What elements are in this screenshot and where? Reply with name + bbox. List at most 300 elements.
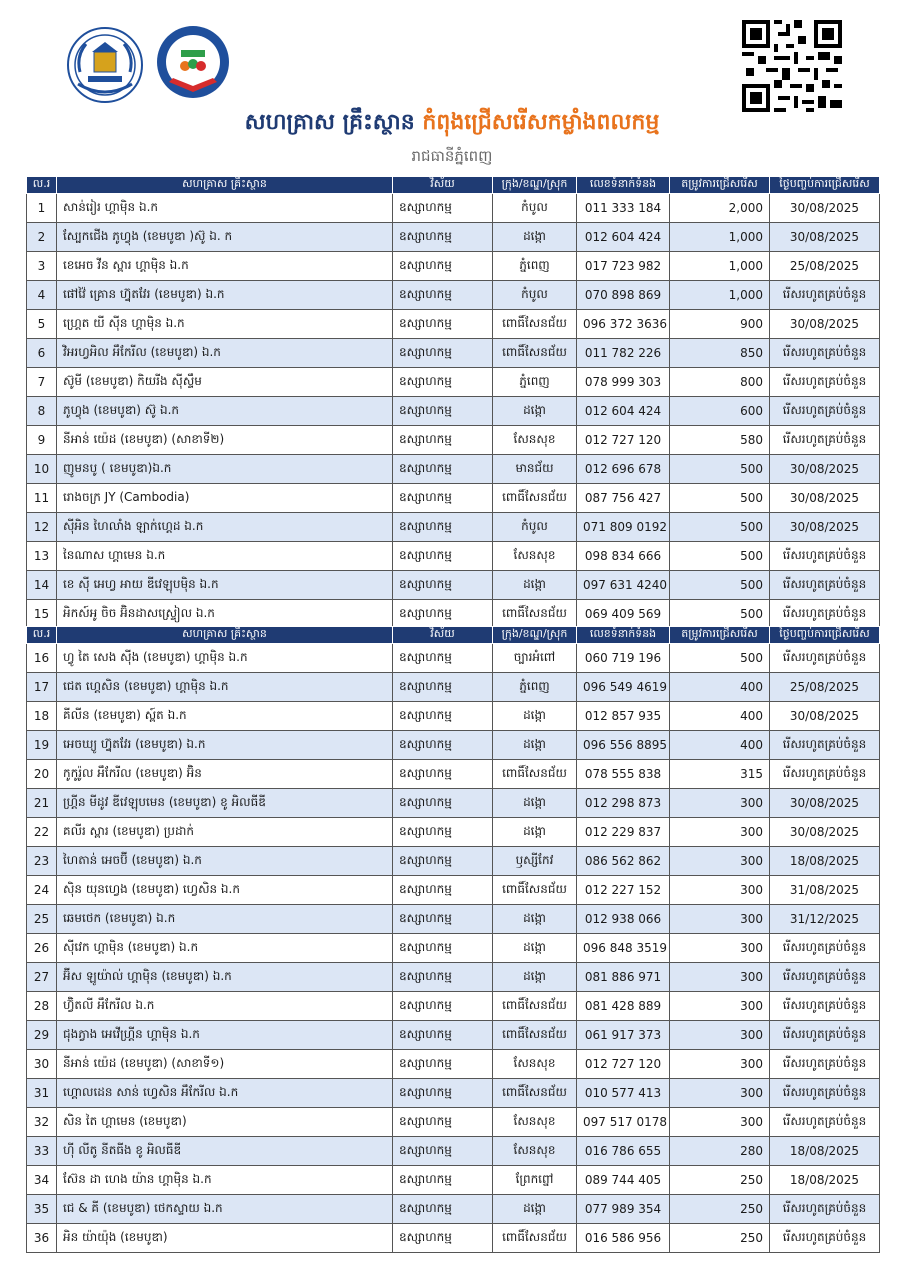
table-row [27,644,880,673]
table-row [27,905,880,934]
cell-city: ភ្នំពេញ [493,368,577,397]
cell-positions: 500 [670,542,770,571]
cell-sector: ឧស្សាហកម្ម [393,600,493,629]
cell-number: 3 [27,252,57,281]
cell-sector: ឧស្សាហកម្ម [393,1079,493,1108]
cell-phone: 061 917 373 [577,1021,670,1050]
cell-sector: ឧស្សាហកម្ម [393,963,493,992]
page-header [0,0,904,176]
cell-phone: 012 727 120 [577,1050,670,1079]
cell-sector: ឧស្សាហកម្ម [393,310,493,339]
cell-positions: 300 [670,1079,770,1108]
cell-deadline: 30/08/2025 [770,194,880,223]
cell-deadline: 18/08/2025 [770,1166,880,1195]
cell-phone: 097 517 0178 [577,1108,670,1137]
table-header-row [27,627,880,644]
cell-positions: 300 [670,818,770,847]
cell-city: ដង្កោ [493,397,577,426]
cell-deadline: 18/08/2025 [770,1137,880,1166]
cell-deadline: រើសរហូតគ្រប់ចំនួន [770,339,880,368]
cell-positions: 500 [670,571,770,600]
cell-number: 34 [27,1166,57,1195]
table-row [27,194,880,223]
cell-deadline: រើសរហូតគ្រប់ចំនួន [770,992,880,1021]
cell-positions: 850 [670,339,770,368]
cell-positions: 300 [670,876,770,905]
cell-company: ស៊ិន យុនហ្វេង (ខេមបូឌា) ហ្វេសិន ឯ.ក [57,876,393,905]
table-row [27,281,880,310]
cell-positions: 1,000 [670,223,770,252]
cell-number: 2 [27,223,57,252]
cell-city: សែនសុខ [493,426,577,455]
cell-company: អេចឃ្យូ ហ្វ៊ុតវែរ (ខេមបូឌា) ឯ.ក [57,731,393,760]
table-row [27,963,880,992]
cell-city: ដង្កោ [493,789,577,818]
col-header-city: ក្រុង/ខណ្ឌ/ស្រុក [493,627,577,644]
cell-sector: ឧស្សាហកម្ម [393,339,493,368]
cell-positions: 580 [670,426,770,455]
cell-company: ផៅវ៉ៃ គ្រោន ហ្វ៊ុតវែរ (ខេមបូឌា) ឯ.ក [57,281,393,310]
cell-phone: 078 555 838 [577,760,670,789]
cell-positions: 800 [670,368,770,397]
cell-sector: ឧស្សាហកម្ម [393,905,493,934]
cell-positions: 300 [670,905,770,934]
cell-city: កំបូល [493,281,577,310]
cell-deadline: 30/08/2025 [770,223,880,252]
cell-deadline: រើសរហូតគ្រប់ចំនួន [770,426,880,455]
cell-company: ខេ ស៊ី អេហ្វ អាយ ឌីវេឡុបម៉ិន ឯ.ក [57,571,393,600]
cell-phone: 078 999 303 [577,368,670,397]
cell-company: ស្បែកជើង ភូហ្វុង (ខេមបូឌា )ស៊ូ ឯ. ក [57,223,393,252]
table-row [27,847,880,876]
cell-sector: ឧស្សាហកម្ម [393,1224,493,1253]
cell-positions: 280 [670,1137,770,1166]
cell-city: ដង្កោ [493,731,577,760]
cell-deadline: រើសរហូតគ្រប់ចំនួន [770,1079,880,1108]
cell-positions: 2,000 [670,194,770,223]
cell-phone: 098 834 666 [577,542,670,571]
cell-deadline: 25/08/2025 [770,673,880,702]
cell-deadline: 30/08/2025 [770,484,880,513]
table-row [27,600,880,629]
table-row [27,339,880,368]
cell-positions: 250 [670,1224,770,1253]
title-employers: សហគ្រាស គ្រឹះស្ថាន [244,110,415,135]
cell-number: 10 [27,455,57,484]
cell-company: ហ៊ី លីតូ នីតធីង ខូ អិលធីឌី [57,1137,393,1166]
cell-phone: 012 857 935 [577,702,670,731]
cell-company: នៃណាស ហ្គាមេន ឯ.ក [57,542,393,571]
cell-number: 36 [27,1224,57,1253]
cell-company: ជុងភ្វាង អេវើហ្គ្រីន ហ្គាម៉ិន ឯ.ក [57,1021,393,1050]
cell-phone: 010 577 413 [577,1079,670,1108]
cell-sector: ឧស្សាហកម្ម [393,818,493,847]
cell-deadline: រើសរហូតគ្រប់ចំនួន [770,963,880,992]
cell-phone: 096 372 3636 [577,310,670,339]
col-header-company: សហគ្រាស គ្រឹះស្ថាន [57,627,393,644]
cell-deadline: រើសរហូតគ្រប់ចំនួន [770,368,880,397]
cell-number: 31 [27,1079,57,1108]
cell-sector: ឧស្សាហកម្ម [393,571,493,600]
cell-phone: 012 227 152 [577,876,670,905]
cell-sector: ឧស្សាហកម្ម [393,644,493,673]
cell-phone: 071 809 0192 [577,513,670,542]
cell-positions: 300 [670,847,770,876]
table-row [27,484,880,513]
cell-sector: ឧស្សាហកម្ម [393,1108,493,1137]
table-row [27,1137,880,1166]
cell-sector: ឧស្សាហកម្ម [393,1137,493,1166]
cell-city: ដង្កោ [493,1195,577,1224]
cell-phone: 096 848 3519 [577,934,670,963]
cell-number: 17 [27,673,57,702]
cell-phone: 011 333 184 [577,194,670,223]
col-header-sector: វិស័យ [393,177,493,194]
cell-city: ពោធិ៍សែនជ័យ [493,310,577,339]
cell-company: នីអាន់ យ៉េដ (ខេមបូឌា) (សាខាទី១) [57,1050,393,1079]
cell-positions: 900 [670,310,770,339]
table-row [27,426,880,455]
table-row [27,731,880,760]
cell-company: ស៊ីអិន ហៃលាំង ឡាក់ហ្គេដ ឯ.ក [57,513,393,542]
cell-phone: 016 786 655 [577,1137,670,1166]
cell-deadline: 18/08/2025 [770,847,880,876]
table-row [27,397,880,426]
cell-number: 25 [27,905,57,934]
cell-deadline: 30/08/2025 [770,455,880,484]
cell-positions: 300 [670,789,770,818]
cell-number: 7 [27,368,57,397]
cell-company: នីអាន់ យ៉េដ (ខេមបូឌា) (សាខាទី២) [57,426,393,455]
cell-deadline: រើសរហូតគ្រប់ចំនួន [770,1108,880,1137]
cell-company: ជេត ហ្គេសិន (ខេមបូឌា) ហ្គាម៉ិន ឯ.ក [57,673,393,702]
table-row [27,310,880,339]
cell-number: 23 [27,847,57,876]
cell-sector: ឧស្សាហកម្ម [393,397,493,426]
table-row [27,1195,880,1224]
cell-city: ពោធិ៍សែនជ័យ [493,339,577,368]
cell-deadline: 30/08/2025 [770,818,880,847]
cell-number: 1 [27,194,57,223]
cell-deadline: 30/08/2025 [770,702,880,731]
cell-phone: 089 744 405 [577,1166,670,1195]
cell-number: 33 [27,1137,57,1166]
cell-sector: ឧស្សាហកម្ម [393,934,493,963]
recruitment-table-2 [26,626,880,1253]
cell-deadline: រើសរហូតគ្រប់ចំនួន [770,934,880,963]
title-recruiting: កំពុងជ្រើសរើសកម្លាំងពលកម្ម [422,110,660,135]
cell-positions: 300 [670,1050,770,1079]
cell-number: 9 [27,426,57,455]
cell-positions: 300 [670,1021,770,1050]
cell-number: 8 [27,397,57,426]
cell-number: 32 [27,1108,57,1137]
table-row [27,368,880,397]
cell-sector: ឧស្សាហកម្ម [393,368,493,397]
table-row [27,673,880,702]
cell-number: 22 [27,818,57,847]
cell-number: 18 [27,702,57,731]
cell-number: 24 [27,876,57,905]
cell-company: ហ្វ៊ិតលី អឹកែរីល ឯ.ក [57,992,393,1021]
cell-company: ហ្គ្រេត យី ស៊ីន ហ្គាម៉ិន ឯ.ក [57,310,393,339]
cell-deadline: រើសរហូតគ្រប់ចំនួន [770,1224,880,1253]
cell-phone: 096 556 8895 [577,731,670,760]
cell-deadline: រើសរហូតគ្រប់ចំនួន [770,1050,880,1079]
table-row [27,1079,880,1108]
table-row [27,934,880,963]
cell-positions: 1,000 [670,281,770,310]
table-row [27,992,880,1021]
cell-deadline: 30/08/2025 [770,513,880,542]
cell-number: 11 [27,484,57,513]
ministry-seal-icon [66,26,144,104]
cell-positions: 400 [670,731,770,760]
cell-company: រោងចក្រ JY (Cambodia) [57,484,393,513]
cell-positions: 400 [670,673,770,702]
table-row [27,760,880,789]
cell-city: ភ្នំពេញ [493,252,577,281]
cell-phone: 060 719 196 [577,644,670,673]
cell-city: សែនសុខ [493,1108,577,1137]
cell-company: អ៊ីស ឡូយ៉ាល់ ហ្គាម៉ិន (ខេមបូឌា) ឯ.ក [57,963,393,992]
table-row [27,252,880,281]
cell-number: 16 [27,644,57,673]
cell-city: ភ្នំពេញ [493,673,577,702]
cell-city: ពោធិ៍សែនជ័យ [493,760,577,789]
cell-positions: 600 [670,397,770,426]
cell-number: 13 [27,542,57,571]
table-header-row [27,177,880,194]
cell-phone: 011 782 226 [577,339,670,368]
cell-city: ពោធិ៍សែនជ័យ [493,1224,577,1253]
cell-sector: ឧស្សាហកម្ម [393,789,493,818]
cell-sector: ឧស្សាហកម្ម [393,760,493,789]
cell-deadline: 31/12/2025 [770,905,880,934]
cell-positions: 500 [670,513,770,542]
cell-company: ហៃតាន់ អេចប៊ី (ខេមបូឌា) ឯ.ក [57,847,393,876]
cell-positions: 300 [670,992,770,1021]
page-subtitle: រាជធានីភ្នំពេញ [411,147,493,165]
table-row [27,1050,880,1079]
cell-company: អិន យ៉ាយ៉ុង (ខេមបូឌា) [57,1224,393,1253]
col-header-company: សហគ្រាស គ្រឹះស្ថាន [57,177,393,194]
cell-sector: ឧស្សាហកម្ម [393,847,493,876]
cell-city: ពោធិ៍សែនជ័យ [493,1021,577,1050]
cell-phone: 087 756 427 [577,484,670,513]
cell-sector: ឧស្សាហកម្ម [393,1021,493,1050]
cell-city: ពោធិ៍សែនជ័យ [493,484,577,513]
cell-sector: ឧស្សាហកម្ម [393,194,493,223]
cell-number: 21 [27,789,57,818]
page-title [0,108,904,138]
cell-city: សែនសុខ [493,1137,577,1166]
cell-deadline: រើសរហូតគ្រប់ចំនួន [770,1021,880,1050]
col-header-city: ក្រុង/ខណ្ឌ/ស្រុក [493,177,577,194]
cell-company: ហ្គ្រីន មីដូវ ឌីវេឡុបមេន (ខេមបូឌា) ខូ អិលធីឌី [57,789,393,818]
cell-number: 35 [27,1195,57,1224]
cell-number: 5 [27,310,57,339]
table-row [27,513,880,542]
cell-number: 12 [27,513,57,542]
cell-city: ពោធិ៍សែនជ័យ [493,1079,577,1108]
cell-city: ដង្កោ [493,571,577,600]
cell-number: 28 [27,992,57,1021]
cell-number: 26 [27,934,57,963]
cell-positions: 500 [670,455,770,484]
cell-positions: 1,000 [670,252,770,281]
cell-city: ពោធិ៍សែនជ័យ [493,992,577,1021]
cell-city: ដង្កោ [493,818,577,847]
cell-company: សាន់រៀរ ហ្គាម៉ិន ឯ.ក [57,194,393,223]
cell-sector: ឧស្សាហកម្ម [393,426,493,455]
cell-sector: ឧស្សាហកម្ម [393,455,493,484]
cell-positions: 300 [670,934,770,963]
cell-phone: 070 898 869 [577,281,670,310]
cell-city: ពោធិ៍សែនជ័យ [493,600,577,629]
cell-company: កូកូរ៉ូល អឹកែរីល (ខេមបូឌា) អ៊ិន [57,760,393,789]
cell-city: ដង្កោ [493,905,577,934]
cell-sector: ឧស្សាហកម្ម [393,281,493,310]
qr-code-icon[interactable] [742,20,842,112]
table-row [27,223,880,252]
cell-sector: ឧស្សាហកម្ម [393,1195,493,1224]
cell-sector: ឧស្សាហកម្ម [393,673,493,702]
cell-number: 14 [27,571,57,600]
cell-city: ឫស្សីកែវ [493,847,577,876]
cell-sector: ឧស្សាហកម្ម [393,992,493,1021]
cell-company: វិអរហ្វអិល អឹកែរីល (ខេមបូឌា) ឯ.ក [57,339,393,368]
cell-sector: ឧស្សាហកម្ម [393,484,493,513]
cell-positions: 500 [670,484,770,513]
cell-sector: ឧស្សាហកម្ម [393,876,493,905]
cell-phone: 012 604 424 [577,223,670,252]
cell-number: 6 [27,339,57,368]
cell-number: 4 [27,281,57,310]
col-header-no: ល.រ [27,177,57,194]
cell-positions: 300 [670,963,770,992]
cell-phone: 081 428 889 [577,992,670,1021]
cell-phone: 086 562 862 [577,847,670,876]
cell-phone: 069 409 569 [577,600,670,629]
cell-phone: 077 989 354 [577,1195,670,1224]
cell-number: 29 [27,1021,57,1050]
cell-positions: 250 [670,1166,770,1195]
cell-city: ដង្កោ [493,702,577,731]
cell-deadline: 30/08/2025 [770,789,880,818]
col-header-sector: វិស័យ [393,627,493,644]
recruitment-table-1 [26,176,880,629]
cell-city: ដង្កោ [493,223,577,252]
cell-city: ព្រែកព្នៅ [493,1166,577,1195]
table-row [27,1224,880,1253]
cell-phone: 012 229 837 [577,818,670,847]
cell-number: 15 [27,600,57,629]
cell-deadline: រើសរហូតគ្រប់ចំនួន [770,644,880,673]
cell-phone: 012 696 678 [577,455,670,484]
cell-company: សិន តៃ ហ្គាមេន (ខេមបូឌា) [57,1108,393,1137]
cell-deadline: រើសរហូតគ្រប់ចំនួន [770,542,880,571]
cell-number: 30 [27,1050,57,1079]
employment-agency-logo-icon [155,24,231,100]
cell-positions: 300 [670,1108,770,1137]
cell-deadline: រើសរហូតគ្រប់ចំនួន [770,600,880,629]
cell-company: ស៊ែន ដា ហេង យ៉ាន ហ្គាម៉ិន ឯ.ក [57,1166,393,1195]
cell-deadline: រើសរហូតគ្រប់ចំនួន [770,571,880,600]
col-header-positions: តម្រូវការជ្រើសរើស [670,627,770,644]
cell-city: ដង្កោ [493,963,577,992]
cell-company: អិកស៍អូ ចិច អ៊ិនដាសស្ទ្រៀល ឯ.ក [57,600,393,629]
cell-company: ជេ & គី (ខេមបូឌា) ថេកស្ទាយ ឯ.ក [57,1195,393,1224]
cell-company: គីលីន (ខេមបូឌា) ស្ព៍ត ឯ.ក [57,702,393,731]
cell-company: ស៊ូមី (ខេមបូឌា) កិយរីង ស៊ីស្ទឹម [57,368,393,397]
cell-number: 20 [27,760,57,789]
table-row [27,1021,880,1050]
table-row [27,455,880,484]
cell-deadline: រើសរហូតគ្រប់ចំនួន [770,760,880,789]
cell-positions: 400 [670,702,770,731]
cell-city: ដង្កោ [493,934,577,963]
cell-deadline: រើសរហូតគ្រប់ចំនួន [770,731,880,760]
table-row [27,876,880,905]
col-header-no: ល.រ [27,627,57,644]
cell-company: ភូហ្វុង (ខេមបូឌា) ស៊ូ ឯ.ក [57,397,393,426]
cell-positions: 500 [670,600,770,629]
table-row [27,1108,880,1137]
col-header-deadline: ថ្ងៃបញ្ចប់ការជ្រើសរើស [770,177,880,194]
cell-deadline: 31/08/2025 [770,876,880,905]
col-header-positions: តម្រូវការជ្រើសរើស [670,177,770,194]
cell-phone: 097 631 4240 [577,571,670,600]
cell-company: ញូមនបូ ( ខេមបូឌា)ឯ.ក [57,455,393,484]
cell-sector: ឧស្សាហកម្ម [393,702,493,731]
cell-positions: 500 [670,644,770,673]
table-row [27,1166,880,1195]
table-row [27,818,880,847]
cell-city: សែនសុខ [493,542,577,571]
cell-sector: ឧស្សាហកម្ម [393,542,493,571]
table-row [27,702,880,731]
col-header-phone: លេខទំនាក់ទំនង [577,177,670,194]
col-header-phone: លេខទំនាក់ទំនង [577,627,670,644]
cell-phone: 012 727 120 [577,426,670,455]
cell-city: មានជ័យ [493,455,577,484]
cell-company: ស៊ីវេក ហ្គាម៉ិន (ខេមបូឌា) ឯ.ក [57,934,393,963]
cell-phone: 017 723 982 [577,252,670,281]
cell-company: ហ្វូ តៃ សេង ស៊ីង (ខេមបូឌា) ហ្គាម៉ិន ឯ.ក [57,644,393,673]
cell-positions: 315 [670,760,770,789]
cell-sector: ឧស្សាហកម្ម [393,513,493,542]
cell-deadline: រើសរហូតគ្រប់ចំនួន [770,281,880,310]
cell-phone: 012 938 066 [577,905,670,934]
cell-sector: ឧស្សាហកម្ម [393,223,493,252]
cell-company: ហ្គោលដេន សាន់ ហ្វេសិន អឹកែរីល ឯ.ក [57,1079,393,1108]
cell-city: កំបូល [493,513,577,542]
cell-city: ពោធិ៍សែនជ័យ [493,876,577,905]
cell-company: គលីរ ស្ពារ (ខេមបូឌា) ប្រដាក់ [57,818,393,847]
cell-phone: 016 586 956 [577,1224,670,1253]
table-row [27,789,880,818]
cell-number: 27 [27,963,57,992]
cell-deadline: រើសរហូតគ្រប់ចំនួន [770,1195,880,1224]
cell-number: 19 [27,731,57,760]
cell-sector: ឧស្សាហកម្ម [393,731,493,760]
cell-phone: 096 549 4619 [577,673,670,702]
cell-sector: ឧស្សាហកម្ម [393,1166,493,1195]
cell-phone: 012 298 873 [577,789,670,818]
cell-city: សែនសុខ [493,1050,577,1079]
table-row [27,542,880,571]
